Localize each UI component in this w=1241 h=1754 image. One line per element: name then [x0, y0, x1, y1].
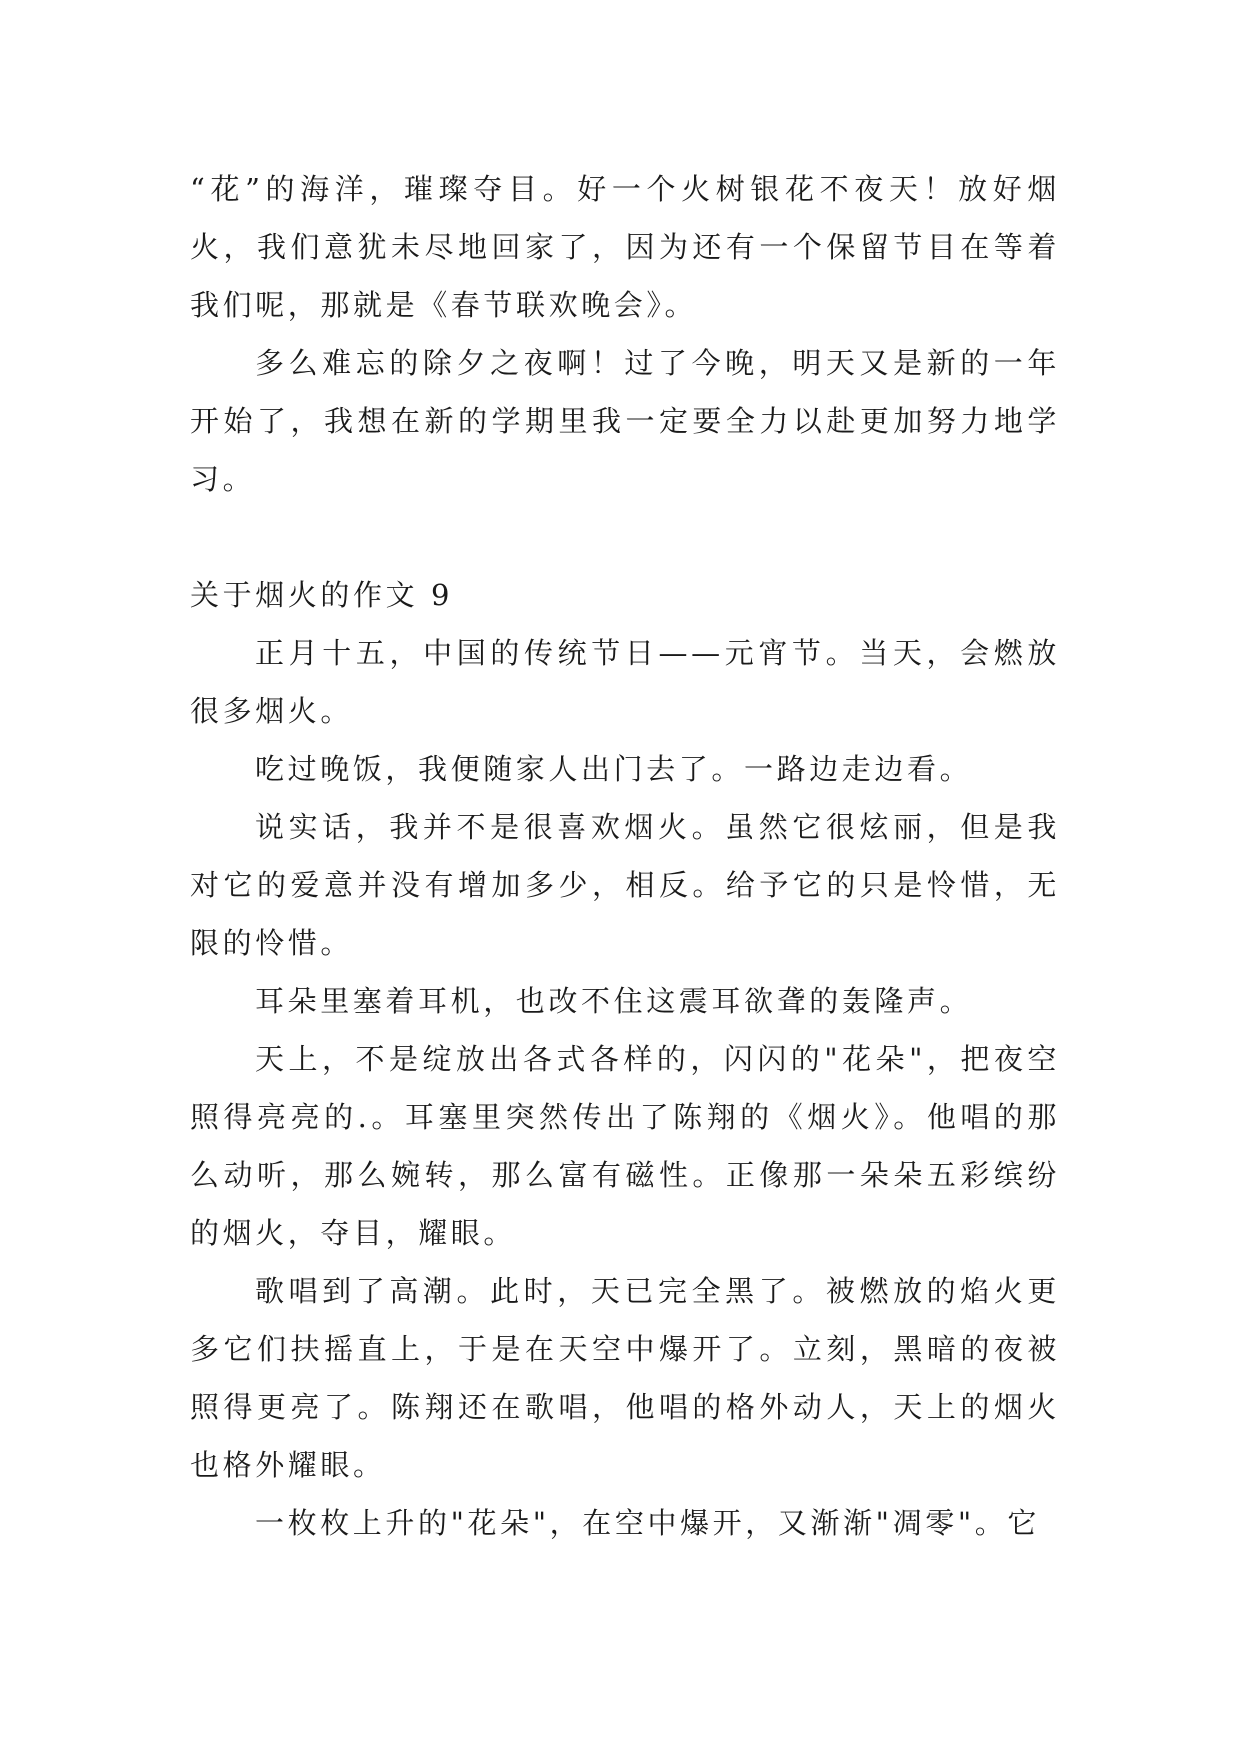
- document-body: [190, 160, 1060, 1552]
- paragraph: 多么难忘的除夕之夜啊！过了今晚，明天又是新的一年开始了，我想在新的学期里我一定要全力以赴更加努力地学习。: [190, 346, 1060, 496]
- paragraph: 吃过晚饭，我便随家人出门去了。一路边走边看。: [255, 752, 973, 786]
- paragraph: 说实话，我并不是很喜欢烟火。虽然它很炫丽，但是我对它的爱意并没有增加多少，相反。给予它的只是怜惜，无限的怜惜。: [190, 810, 1060, 960]
- paragraph: 一枚枚上升的"花朵"，在空中爆开，又渐渐"凋零"。它: [255, 1506, 1040, 1540]
- paragraph: 耳朵里塞着耳机，也改不住这震耳欲聋的轰隆声。: [255, 984, 973, 1018]
- paragraph: 正月十五，中国的传统节日——元宵节。当天，会燃放很多烟火。: [190, 636, 1060, 728]
- section-title: 关于烟火的作文 9: [190, 578, 454, 612]
- paragraph: “花”的海洋，璀璨夺目。好一个火树银花不夜天！放好烟火，我们意犹未尽地回家了，因为还有一个保留节目在等着我们呢，那就是《春节联欢晚会》。: [190, 172, 1060, 322]
- paragraph: 歌唱到了高潮。此时，天已完全黑了。被燃放的焰火更多它们扶摇直上，于是在天空中爆开了。立刻，黑暗的夜被照得更亮了。陈翔还在歌唱，他唱的格外动人，天上的烟火也格外耀眼。: [190, 1274, 1060, 1482]
- paragraph: 天上，不是绽放出各式各样的，闪闪的"花朵"，把夜空照得亮亮的.。耳塞里突然传出了陈翔的《烟火》。他唱的那么动听，那么婉转，那么富有磁性。正像那一朵朵五彩缤纷的烟火，夺目，耀眼。: [190, 1042, 1060, 1250]
